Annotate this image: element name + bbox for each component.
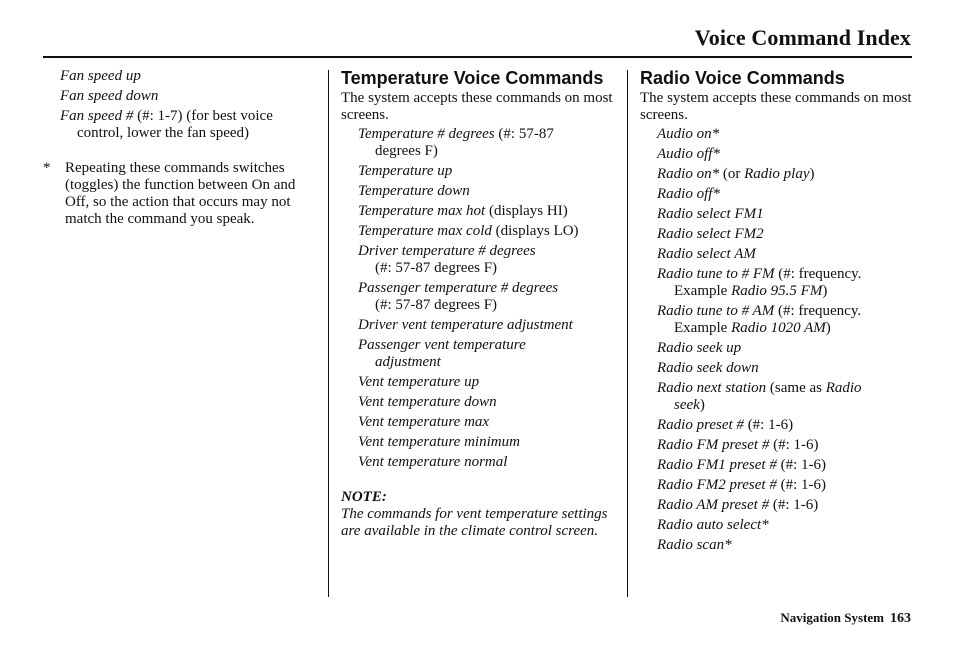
command-item [640,537,912,554]
command-detail: (#: 1-6) [776,457,826,473]
command-detail: (or [719,166,745,182]
command-text: Temperature # degrees [358,126,495,142]
command-item [341,317,616,334]
command-detail: (#: 1-6) [776,477,826,493]
command-item [640,360,912,377]
column-divider-1 [328,70,329,597]
note-label: NOTE: [341,489,387,505]
command-text: Temperature up [358,163,453,179]
command-item [640,146,912,163]
page-number: 163 [890,611,911,626]
command-detail: Example [674,283,732,299]
command-item [640,477,912,494]
command-item [640,266,912,300]
command-text: Radio seek up [657,340,742,356]
command-item [341,203,616,220]
command-text: Fan speed # [60,108,134,124]
footer-section: Navigation System [780,610,884,625]
fan-column [43,68,323,228]
command-text: Vent temperature minimum [358,434,520,450]
command-item [640,206,912,223]
command-text: Audio off* [657,146,720,162]
command-detail: ) [822,283,828,299]
command-detail: (#: 1-6) [769,437,819,453]
radio-heading: Radio Voice Commands [640,68,845,88]
command-item [640,457,912,474]
command-item [341,374,616,391]
command-text: Driver vent temperature adjustment [358,317,573,333]
command-text: Temperature max hot [358,203,486,219]
command-detail: (#: 1-7) (for best voice [133,108,273,124]
command-text: Radio select AM [657,246,756,262]
command-item [341,280,616,314]
command-detail-wrap: control, lower the fan speed) [77,125,250,141]
command-text: Vent temperature normal [358,454,508,470]
temperature-heading: Temperature Voice Commands [341,68,604,88]
command-detail: (#: 57-87 [494,126,554,142]
command-text: Radio 1020 AM [731,320,826,336]
radio-intro: The system accepts these commands on most screens. [640,90,912,123]
command-item [640,186,912,203]
command-detail: ) [809,166,815,182]
command-text: Radio FM1 preset # [657,457,777,473]
command-item [640,166,912,183]
command-item [43,88,323,105]
command-item [341,394,616,411]
command-item [341,163,616,180]
note-text: The commands for vent temperature settings are available in the climate control screen. [341,506,608,539]
command-text: Vent temperature max [358,414,490,430]
footnote [43,160,323,228]
command-text: seek [674,397,700,413]
radio-column [640,68,912,557]
command-item [43,108,323,142]
command-text: Vent temperature down [358,394,497,410]
command-text: Radio tune to # FM [657,266,775,282]
command-text: Radio play [744,166,810,182]
command-text: Radio scan* [657,537,732,553]
command-detail: (#: 1-6) [769,497,819,513]
command-text: Temperature down [358,183,470,199]
command-detail: (#: frequency. [774,266,862,282]
command-text: Passenger temperature # degrees [358,280,559,296]
command-item [640,497,912,514]
command-item [341,337,616,371]
command-item [341,183,616,200]
command-item [341,223,616,240]
command-detail: (displays HI) [485,203,568,219]
command-item [640,246,912,263]
command-item [640,126,912,143]
title-rule [43,56,912,58]
command-text: Radio preset # [657,417,744,433]
command-text: Radio tune to # AM [657,303,775,319]
command-text: Fan speed up [60,68,141,84]
command-item [341,126,616,160]
command-text: Radio FM2 preset # [657,477,777,493]
fan-command-list [43,68,323,142]
command-text: Radio next station [657,380,767,396]
command-text: Radio seek down [657,360,759,376]
page-footer [780,610,911,627]
command-item [640,417,912,434]
temperature-column [341,68,616,540]
temperature-command-list [341,126,616,471]
command-detail: (#: 1-6) [743,417,794,433]
command-text: Audio on* [657,126,720,142]
column-divider-2 [627,70,628,597]
command-item [341,454,616,471]
command-text: Radio 95.5 FM [731,283,823,299]
command-item [341,243,616,277]
temperature-intro: The system accepts these commands on most screens. [341,90,613,123]
command-detail: (same as [766,380,826,396]
command-text: Radio off* [657,186,720,202]
command-text: adjustment [375,354,441,370]
footnote-text: Repeating these commands switches (toggles) the function between On and Off, so the action that occurs may not match the command you speak. [65,160,296,227]
command-item [341,414,616,431]
command-text: Fan speed down [60,88,159,104]
footnote-asterisk: * [43,160,51,176]
command-detail: ) [825,320,831,336]
command-item [640,226,912,243]
command-text: Radio select FM2 [657,226,764,242]
command-text: Temperature max cold [358,223,492,239]
command-text: Radio select FM1 [657,206,764,222]
command-text: Radio [825,380,862,396]
command-detail: (#: frequency. [774,303,862,319]
command-item [341,434,616,451]
radio-command-list [640,126,912,554]
command-detail: Example [674,320,732,336]
command-detail: (displays LO) [491,223,579,239]
command-item [43,68,323,85]
command-detail: (#: 57-87 degrees F) [375,297,498,313]
command-item [640,517,912,534]
command-text: Radio on* [657,166,720,182]
page-title: Voice Command Index [694,25,911,50]
command-detail: degrees F) [375,143,438,159]
command-text: Vent temperature up [358,374,480,390]
command-text: Radio auto select* [657,517,769,533]
command-text: Passenger vent temperature [358,337,526,353]
command-text: Radio AM preset # [657,497,770,513]
command-detail: ) [699,397,705,413]
command-detail: (#: 57-87 degrees F) [375,260,498,276]
command-item [640,380,912,414]
command-item [640,340,912,357]
command-item [640,437,912,454]
command-text: Driver temperature # degrees [358,243,536,259]
command-text: Radio FM preset # [657,437,770,453]
command-item [640,303,912,337]
